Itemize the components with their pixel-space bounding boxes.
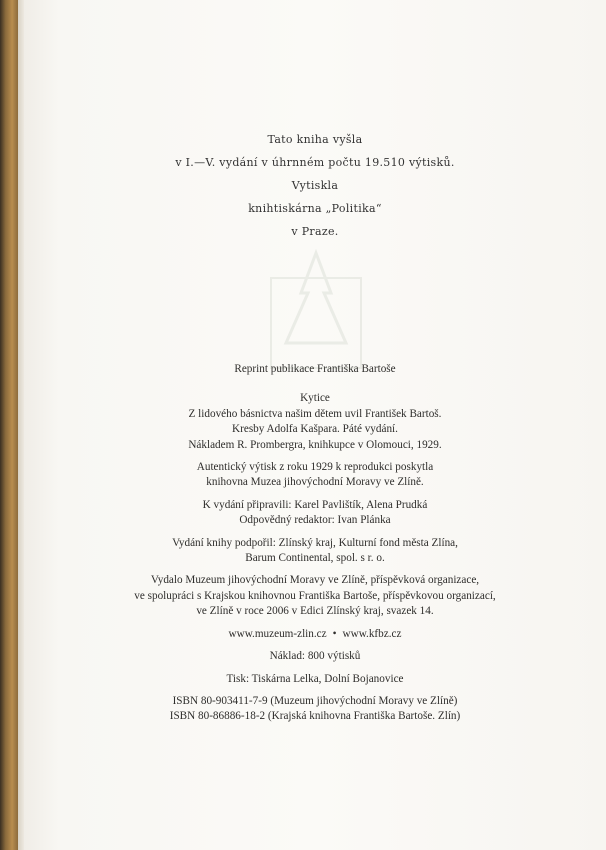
reprint-credits: [24, 362, 606, 729]
colophon-line: v Praze.: [291, 225, 339, 238]
credit-line: Autentický výtisk z roku 1929 k reprodukci poskytla: [196, 461, 434, 474]
printer: [24, 672, 606, 687]
credit-line: ve spolupráci s Krajskou knihovnou Františka Bartoše, příspěvkovou organizací,: [134, 589, 496, 602]
isbn-line: ISBN 80-903411-7-9 (Muzeum jihovýchodní Moravy ve Zlíně): [172, 694, 458, 707]
credit-line: Kytice: [300, 392, 330, 405]
credit-line: Nákladem R. Prombergra, knihkupce v Olomouci, 1929.: [188, 438, 442, 451]
editors-block: [24, 498, 606, 529]
credit-line: Vydalo Muzeum jihovýchodní Moravy ve Zlíně, příspěvková organizace,: [150, 574, 480, 587]
show-through-illustration: [256, 248, 376, 378]
book-page: [24, 0, 606, 850]
credit-line: Náklad: 800 výtisků: [269, 650, 361, 663]
credit-line: ve Zlíně v roce 2006 v Edici Zlínský kraj, svazek 14.: [196, 605, 434, 618]
source-copy-block: [24, 460, 606, 491]
colophon-line: knihtiskárna „Politika“: [248, 202, 382, 215]
credit-line: Tisk: Tiskárna Lelka, Dolní Bojanovice: [226, 672, 404, 685]
isbn-block: [24, 694, 606, 725]
credit-line: K vydání připravili: Karel Pavlištík, Alena Prudká: [202, 498, 428, 511]
colophon-line: Vytiskla: [291, 179, 339, 192]
sponsors-block: [24, 536, 606, 567]
websites-line: [24, 627, 606, 642]
library-website: www.kfbz.cz: [342, 627, 402, 640]
credit-line: knihovna Muzea jihovýchodní Moravy ve Zlíně.: [206, 476, 424, 489]
credit-line: Odpovědný redaktor: Ivan Plánka: [239, 514, 391, 527]
original-colophon: [24, 128, 606, 243]
original-edition-block: [24, 391, 606, 453]
credit-line: Barum Continental, spol. s r. o.: [245, 552, 385, 565]
credit-line: Reprint publikace Františka Bartoše: [234, 363, 396, 375]
publisher-block: [24, 573, 606, 619]
colophon-line: v I.—V. vydání v úhrnném počtu 19.510 výtisků.: [175, 156, 455, 169]
credit-line: Z lidového básnictva našim dětem uvil František Bartoš.: [188, 407, 442, 420]
print-run: [24, 649, 606, 664]
credit-line: Vydání knihy podpořil: Zlínský kraj, Kulturní fond města Zlína,: [172, 536, 458, 549]
isbn-line: ISBN 80-86886-18-2 (Krajská knihovna Františka Bartoše. Zlín): [169, 710, 461, 723]
colophon-line: Tato kniha vyšla: [267, 133, 363, 146]
museum-website: www.muzeum-zlin.cz: [228, 627, 327, 640]
bullet-separator: •: [332, 627, 337, 640]
credit-line: Kresby Adolfa Kašpara. Páté vydání.: [232, 423, 398, 436]
reprint-note: [24, 362, 606, 377]
